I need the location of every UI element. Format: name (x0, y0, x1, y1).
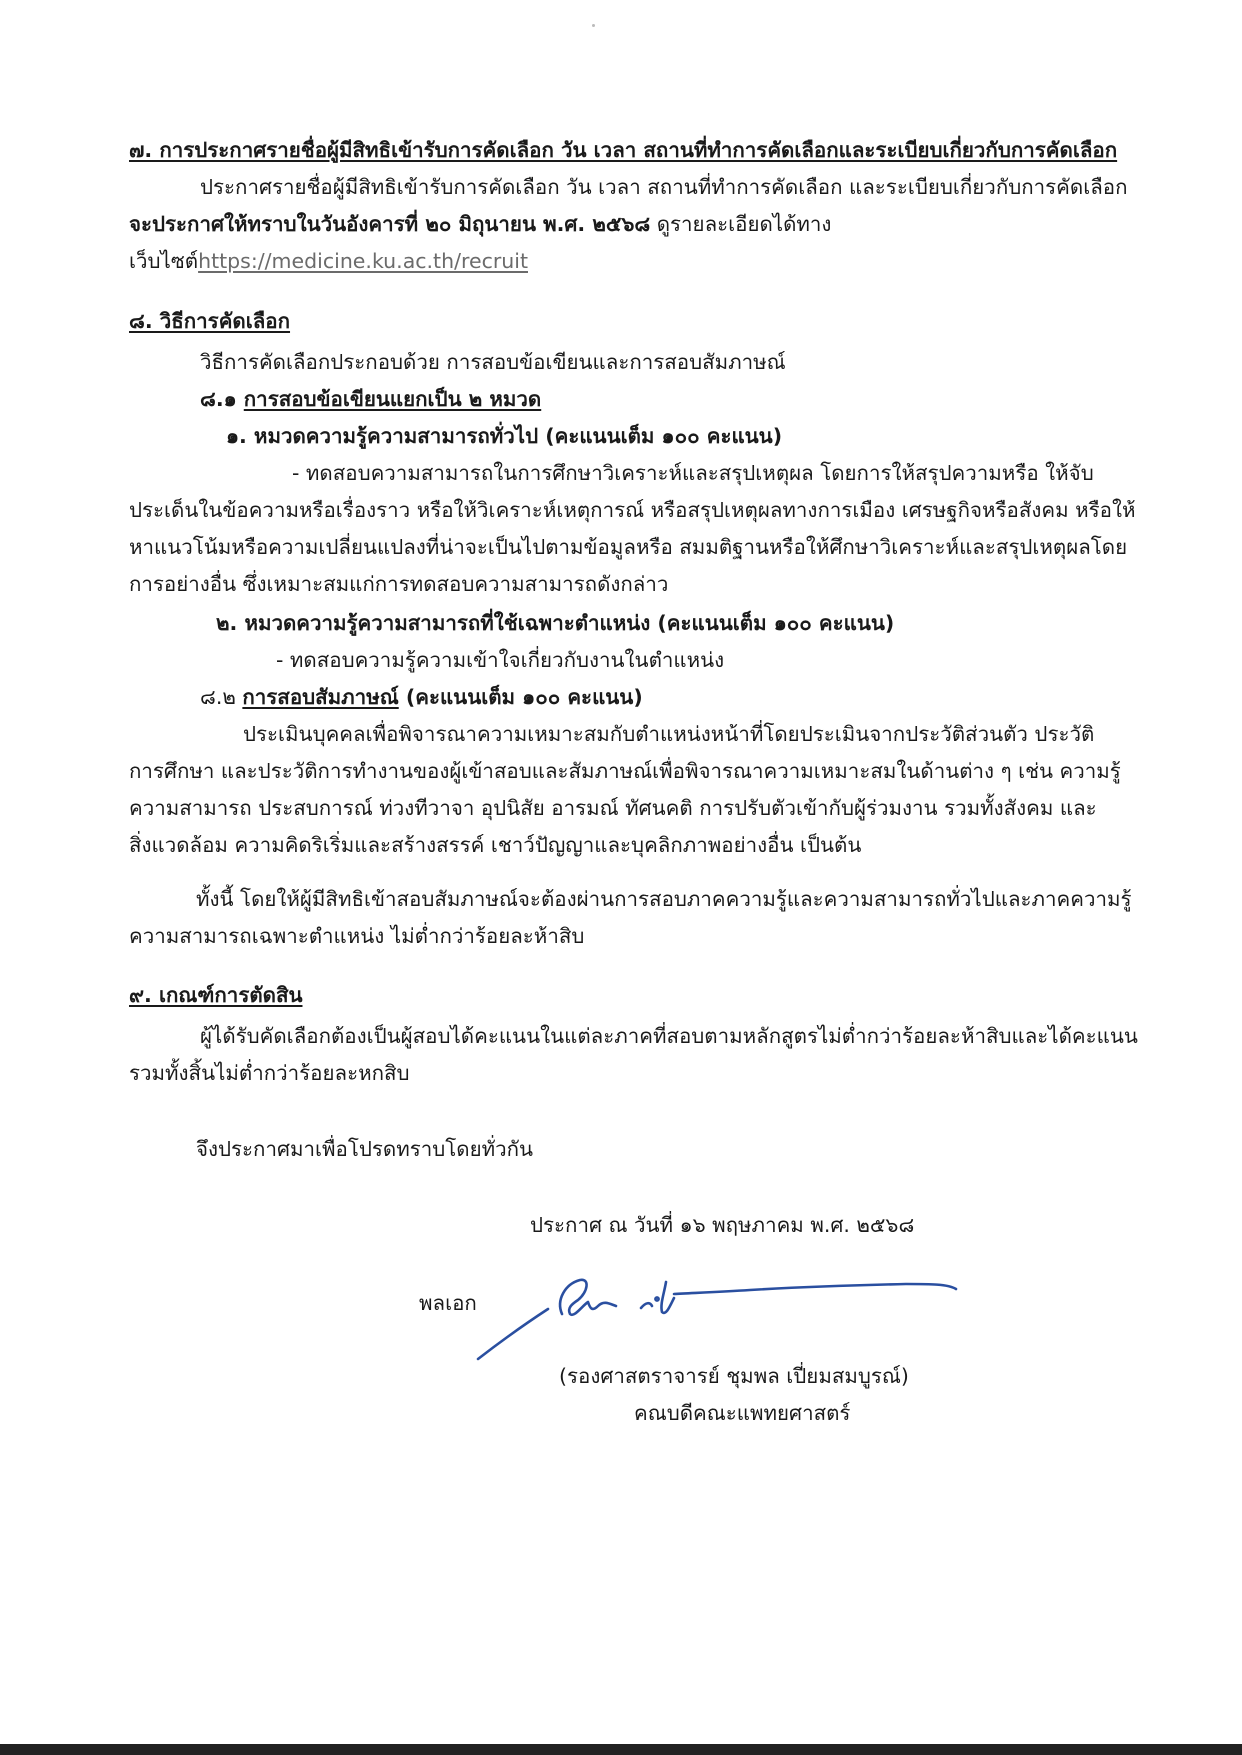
signatory-rank: พลเอก (419, 1291, 477, 1315)
category-1-line: - ทดสอบความสามารถในการศึกษาวิเคราะห์และสรุปเหตุผล โดยการให้สรุปความหรือ ให้จับ (292, 461, 1094, 485)
section-9-line: รวมทั้งสิ้นไม่ต่ำกว่าร้อยละหกสิบ (129, 1061, 410, 1085)
section-7-website-line (129, 247, 528, 275)
section-9-heading: ๙. เกณฑ์การตัดสิน (129, 983, 303, 1007)
handwritten-signature (470, 1262, 990, 1372)
section-7-paragraph-line (129, 210, 831, 238)
category-1-line: การอย่างอื่น ซึ่งเหมาะสมแก่การทดสอบความสามารถดังกล่าว (129, 572, 669, 596)
website-label: เว็บไซต์ (129, 249, 199, 273)
category-2-title: ๒. หมวดความรู้ความสามารถที่ใช้เฉพาะตำแหน่ง (คะแนนเต็ม ๑๐๐ คะแนน) (216, 611, 895, 635)
announcement-date-line: ประกาศ ณ วันที่ ๑๖ พฤษภาคม พ.ศ. ๒๕๖๘ (530, 1213, 915, 1237)
section-8-1-label: การสอบข้อเขียนแยกเป็น ๒ หมวด (243, 387, 542, 411)
section-8-1-title (200, 385, 541, 413)
section-8-2-title (200, 683, 643, 711)
section-8-2-number: ๘.๒ (200, 685, 243, 709)
section-8-2-score: (คะแนนเต็ม ๑๐๐ คะแนน) (398, 685, 643, 709)
section-7-heading: ๗. การประกาศรายชื่อผู้มีสิทธิเข้ารับการคัดเลือก วัน เวลา สถานที่ทำการคัดเลือกและระเบียบเกี่ยวกับการคัดเลือก (129, 138, 1118, 162)
section-8-heading: ๘. วิธีการคัดเลือก (129, 309, 291, 333)
scan-bottom-edge (0, 1744, 1242, 1755)
section-8-2-line: ประเมินบุคคลเพื่อพิจารณาความเหมาะสมกับตำแหน่งหน้าที่โดยประเมินจากประวัติส่วนตัว ประวัติ (243, 722, 1095, 746)
category-1-line: ประเด็นในข้อความหรือเรื่องราว หรือให้วิเคราะห์เหตุการณ์ หรือสรุปเหตุผลทางการเมือง เศรษฐกิจหรือสังคม หรือให้ (129, 498, 1136, 522)
category-1-line: หาแนวโน้มหรือความเปลี่ยนแปลงที่น่าจะเป็นไปตามข้อมูลหรือ สมมติฐานหรือให้ศึกษาวิเคราะห์และสรุปเหตุผลโดย (129, 535, 1128, 559)
section-9-line: ผู้ได้รับคัดเลือกต้องเป็นผู้สอบได้คะแนนในแต่ละภาคที่สอบตามหลักสูตรไม่ต่ำกว่าร้อยละห้าสิบและได้คะแนน (200, 1024, 1138, 1048)
section-8-2-label: การสอบสัมภาษณ์ (242, 685, 399, 709)
section-8-2-line: ความสามารถ ประสบการณ์ ท่วงทีวาจา อุปนิสัย อารมณ์ ทัศนคติ การปรับตัวเข้ากับผู้ร่วมงาน รวมทั้งสังคม และ (129, 796, 1097, 820)
closing-statement: จึงประกาศมาเพื่อโปรดทราบโดยทั่วกัน (196, 1137, 534, 1161)
section-8-note-line: ทั้งนี้ โดยให้ผู้มีสิทธิเข้าสอบสัมภาษณ์จะต้องผ่านการสอบภาคความรู้และความสามารถทั่วไปและภาคความรู้ (196, 887, 1132, 911)
section-8-2-line: สิ่งแวดล้อม ความคิดริเริ่มและสร้างสรรค์ เชาว์ปัญญาและบุคลิกภาพอย่างอื่น เป็นต้น (129, 833, 862, 857)
signatory-title: คณบดีคณะแพทยศาสตร์ (634, 1401, 851, 1425)
section-8-note-line: ความสามารถเฉพาะตำแหน่ง ไม่ต่ำกว่าร้อยละห้าสิบ (129, 924, 585, 948)
scan-speck (592, 24, 595, 27)
signatory-name: (รองศาสตราจารย์ ชุมพล เปี่ยมสมบูรณ์) (559, 1364, 909, 1388)
section-7-paragraph-line: ประกาศรายชื่อผู้มีสิทธิเข้ารับการคัดเลือก วัน เวลา สถานที่ทำการคัดเลือก และระเบียบเกี่ยวกับการคัดเลือก (200, 175, 1128, 199)
details-text: ดูรายละเอียดได้ทาง (650, 212, 832, 236)
section-8-1-number: ๘.๑ (200, 387, 244, 411)
recruit-link[interactable]: https://medicine.ku.ac.th/recruit (198, 249, 528, 273)
section-8-intro: วิธีการคัดเลือกประกอบด้วย การสอบข้อเขียนและการสอบสัมภาษณ์ (200, 350, 786, 374)
category-1-title: ๑. หมวดความรู้ความสามารถทั่วไป (คะแนนเต็ม ๑๐๐ คะแนน) (226, 424, 783, 448)
category-2-line: - ทดสอบความรู้ความเข้าใจเกี่ยวกับงานในตำแหน่ง (276, 648, 725, 672)
announcement-date: จะประกาศให้ทราบในวันอังคารที่ ๒๐ มิถุนายน พ.ศ. ๒๕๖๘ (129, 212, 651, 236)
section-8-2-line: การศึกษา และประวัติการทำงานของผู้เข้าสอบและสัมภาษณ์เพื่อพิจารณาความเหมาะสมในด้านต่าง ๆ เช่น ความรู้ (129, 759, 1121, 783)
